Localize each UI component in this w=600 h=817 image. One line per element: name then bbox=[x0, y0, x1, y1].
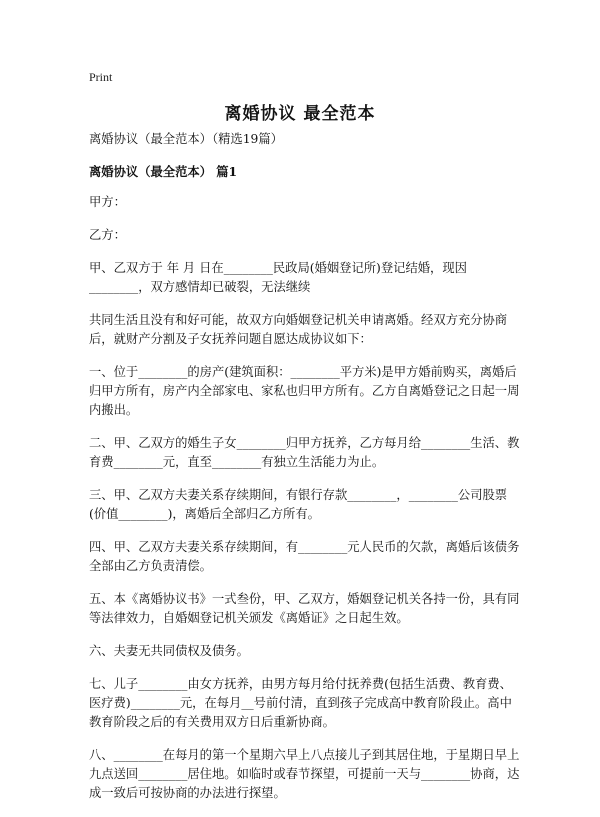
document-subtitle: 离婚协议（最全范本）（精选19篇） bbox=[89, 132, 283, 146]
paragraph-clause-3: 三、甲、乙双方夫妻关系存续期间，有银行存款________，________公司股票(价值________)，离婚后全部归乙方所有。 bbox=[89, 488, 508, 521]
paragraph-clause-1: 一、位于________的房产(建筑面积：________平方米)是甲方婚前购买，离婚后归甲方所有，房产内全部家电、家私也归甲方所有。乙方自离婚登记之日起一周内搬出。 bbox=[89, 365, 520, 417]
section-title: 离婚协议（最全范本） 篇1 bbox=[89, 164, 238, 179]
paragraph-party-b: 乙方： bbox=[89, 228, 126, 242]
document-body bbox=[89, 130, 521, 817]
document-title: 离婚协议 最全范本 bbox=[224, 104, 376, 124]
paragraph-clause-6: 六、夫妻无共同债权及债务。 bbox=[89, 644, 249, 658]
paragraph-clause-8: 八、________在每月的第一个星期六早上八点接儿子到其居住地，于星期日早上九点送回________居住地。如临时或春节探望，可提前一天与________协商，达成一致后可按协商的办法进行探望。 bbox=[89, 748, 520, 800]
paragraph-clause-5: 五、本《离婚协议书》一式叁份，甲、乙双方，婚姻登记机关各持一份，具有同等法律效力，自婚姻登记机关颁发《离婚证》之日起生效。 bbox=[89, 592, 520, 625]
paragraph-clause-4: 四、甲、乙双方夫妻关系存续期间，有________元人民币的欠款，离婚后该债务全部由乙方负责清偿。 bbox=[89, 540, 520, 573]
paragraph-marriage-registration: 甲、乙双方于 年 月 日在________民政局(婚姻登记所)登记结婚，现因________，双方感情却已破裂，无法继续 bbox=[89, 261, 467, 294]
print-label: Print bbox=[89, 70, 113, 84]
paragraph-clause-7: 七、儿子________由女方抚养，由男方每月给付抚养费(包括生活费、教育费、医疗费)________元，在每月__号前付清，直到孩子完成高中教育阶段止。高中教育阶段之后的有关费用双方日后重新协商。 bbox=[89, 677, 512, 729]
paragraph-agreement-intro: 共同生活且没有和好可能，故双方向婚姻登记机关申请离婚。经双方充分协商后，就财产分割及子女抚养问题自愿达成协议如下： bbox=[89, 313, 508, 346]
paragraph-party-a: 甲方： bbox=[89, 195, 126, 209]
paragraph-clause-2: 二、甲、乙双方的婚生子女________归甲方抚养，乙方每月给________生活、教育费________元，直至________有独立生活能力为止。 bbox=[89, 436, 520, 469]
